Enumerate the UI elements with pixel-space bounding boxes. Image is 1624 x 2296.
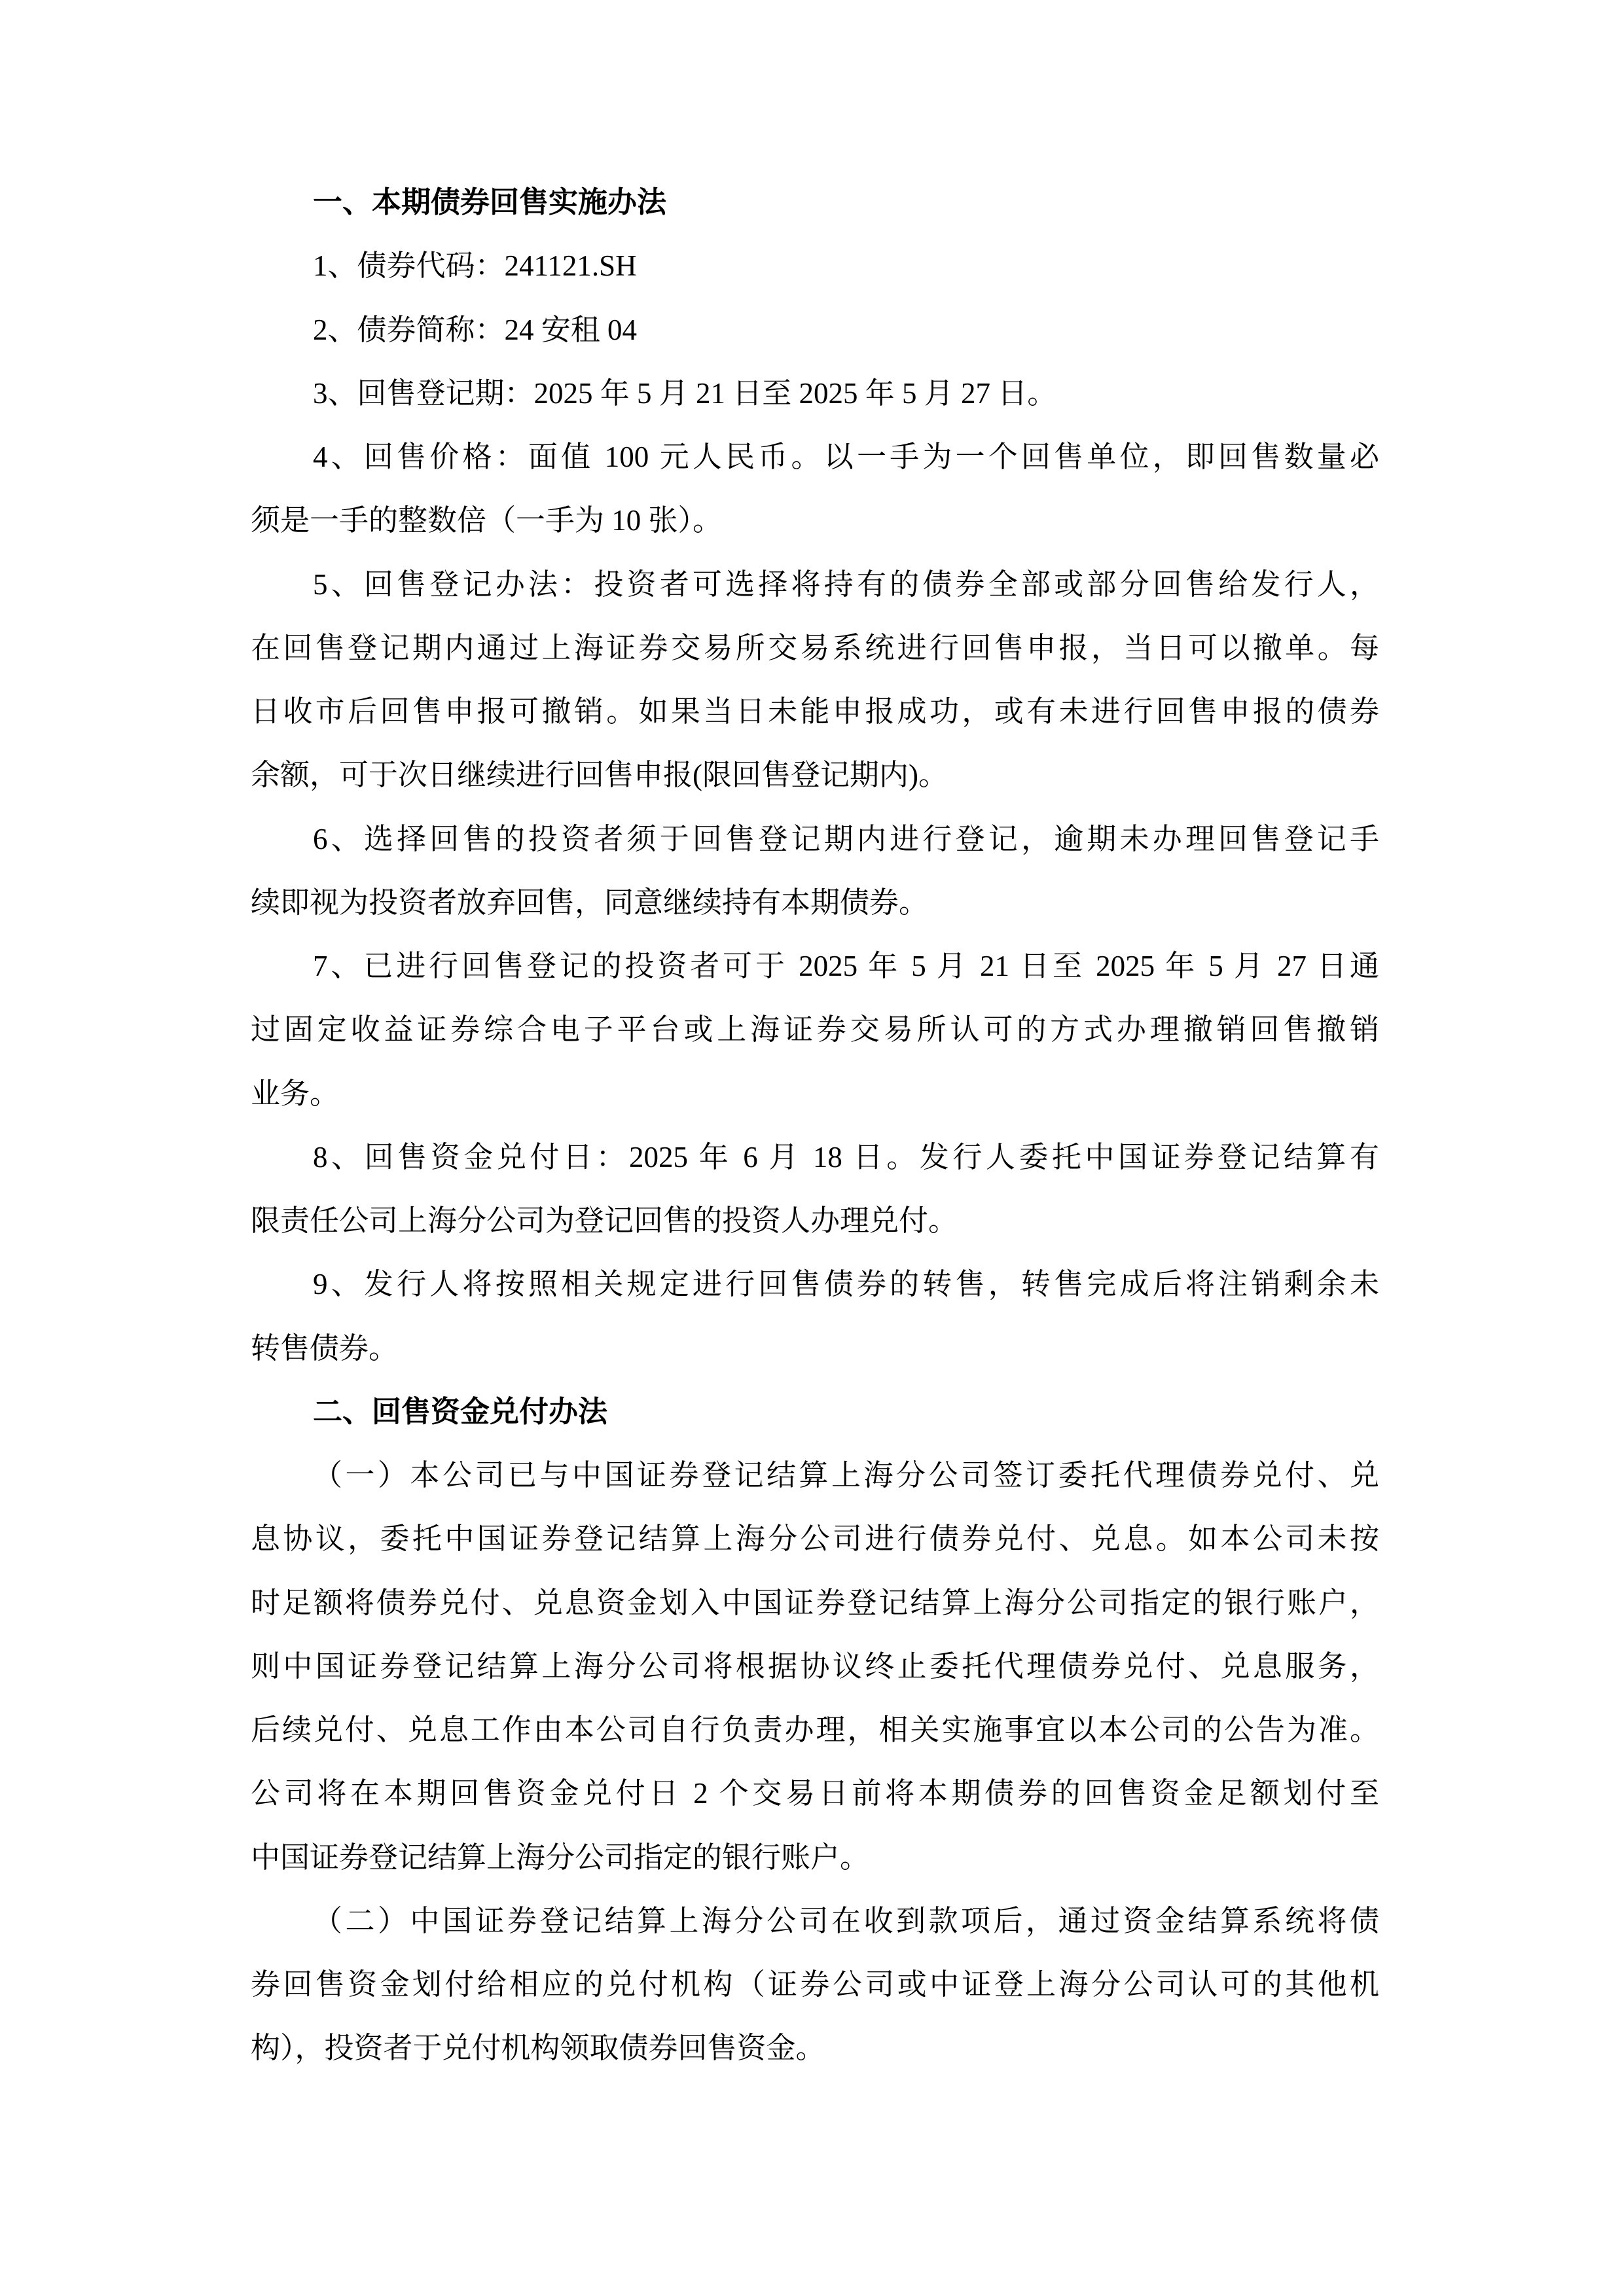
body-line: 9、发行人将按照相关规定进行回售债券的转售，转售完成后将注销剩余未 — [313, 1268, 1379, 1301]
body-line: 日收市后回售申报可撤销。如果当日未能申报成功，或有未进行回售申报的债券 — [251, 695, 1379, 728]
body-line: 8、回售资金兑付日：2025 年 6 月 18 日。发行人委托中国证券登记结算有 — [313, 1140, 1379, 1174]
body-line: 则中国证券登记结算上海分公司将根据协议终止委托代理债券兑付、兑息服务， — [251, 1649, 1379, 1683]
body-line: 余额，可于次日继续进行回售申报(限回售登记期内)。 — [251, 759, 948, 792]
body-line: 时足额将债券兑付、兑息资金划入中国证券登记结算上海分公司指定的银行账户， — [251, 1586, 1379, 1619]
body-line: 限责任公司上海分公司为登记回售的投资人办理兑付。 — [251, 1204, 958, 1237]
document-body — [251, 171, 1379, 2081]
body-line: 中国证券登记结算上海分公司指定的银行账户。 — [251, 1840, 870, 1874]
body-line: 4、回售价格：面值 100 元人民币。以一手为一个回售单位，即回售数量必 — [313, 440, 1379, 473]
body-line: 业务。 — [251, 1077, 340, 1110]
body-line: 后续兑付、兑息工作由本公司自行负责办理，相关实施事宜以本公司的公告为准。 — [251, 1713, 1379, 1746]
body-line: 2、债券简称：24 安租 04 — [313, 313, 638, 346]
body-line: 公司将在本期回售资金兑付日 2 个交易日前将本期债券的回售资金足额划付至 — [251, 1777, 1379, 1810]
body-line: 6、选择回售的投资者须于回售登记期内进行登记，逾期未办理回售登记手 — [313, 822, 1379, 855]
body-line: 7、已进行回售登记的投资者可于 2025 年 5 月 21 日至 2025 年 5 月 27 日通 — [313, 950, 1379, 982]
body-line: 1、债券代码：241121.SH — [313, 249, 637, 283]
body-line: 构），投资者于兑付机构领取债券回售资金。 — [251, 2032, 825, 2065]
body-line: 须是一手的整数倍（一手为 10 张）。 — [251, 504, 723, 537]
body-line: 在回售登记期内通过上海证券交易所交易系统进行回售申报，当日可以撤单。每 — [251, 631, 1379, 664]
body-line: 息协议，委托中国证券登记结算上海分公司进行债券兑付、兑息。如本公司未按 — [251, 1522, 1379, 1556]
heading-line: 一、本期债券回售实施办法 — [313, 186, 667, 219]
body-line: 续即视为投资者放弃回售，同意继续持有本期债券。 — [251, 886, 929, 919]
heading-line: 二、回售资金兑付办法 — [313, 1395, 608, 1428]
body-line: （一）本公司已与中国证券登记结算上海分公司签订委托代理债券兑付、兑 — [313, 1459, 1379, 1492]
body-line: 券回售资金划付给相应的兑付机构（证券公司或中证登上海分公司认可的其他机 — [251, 1968, 1379, 2001]
body-line: 3、回售登记期：2025 年 5 月 21 日至 2025 年 5 月 27 日。 — [313, 376, 1057, 410]
body-line: 过固定收益证券综合电子平台或上海证券交易所认可的方式办理撤销回售撤销 — [251, 1013, 1379, 1047]
body-line: 5、回售登记办法：投资者可选择将持有的债券全部或部分回售给发行人， — [313, 567, 1379, 601]
body-line: 转售债券。 — [251, 1331, 399, 1365]
body-line: （二）中国证券登记结算上海分公司在收到款项后，通过资金结算系统将债 — [313, 1904, 1379, 1937]
